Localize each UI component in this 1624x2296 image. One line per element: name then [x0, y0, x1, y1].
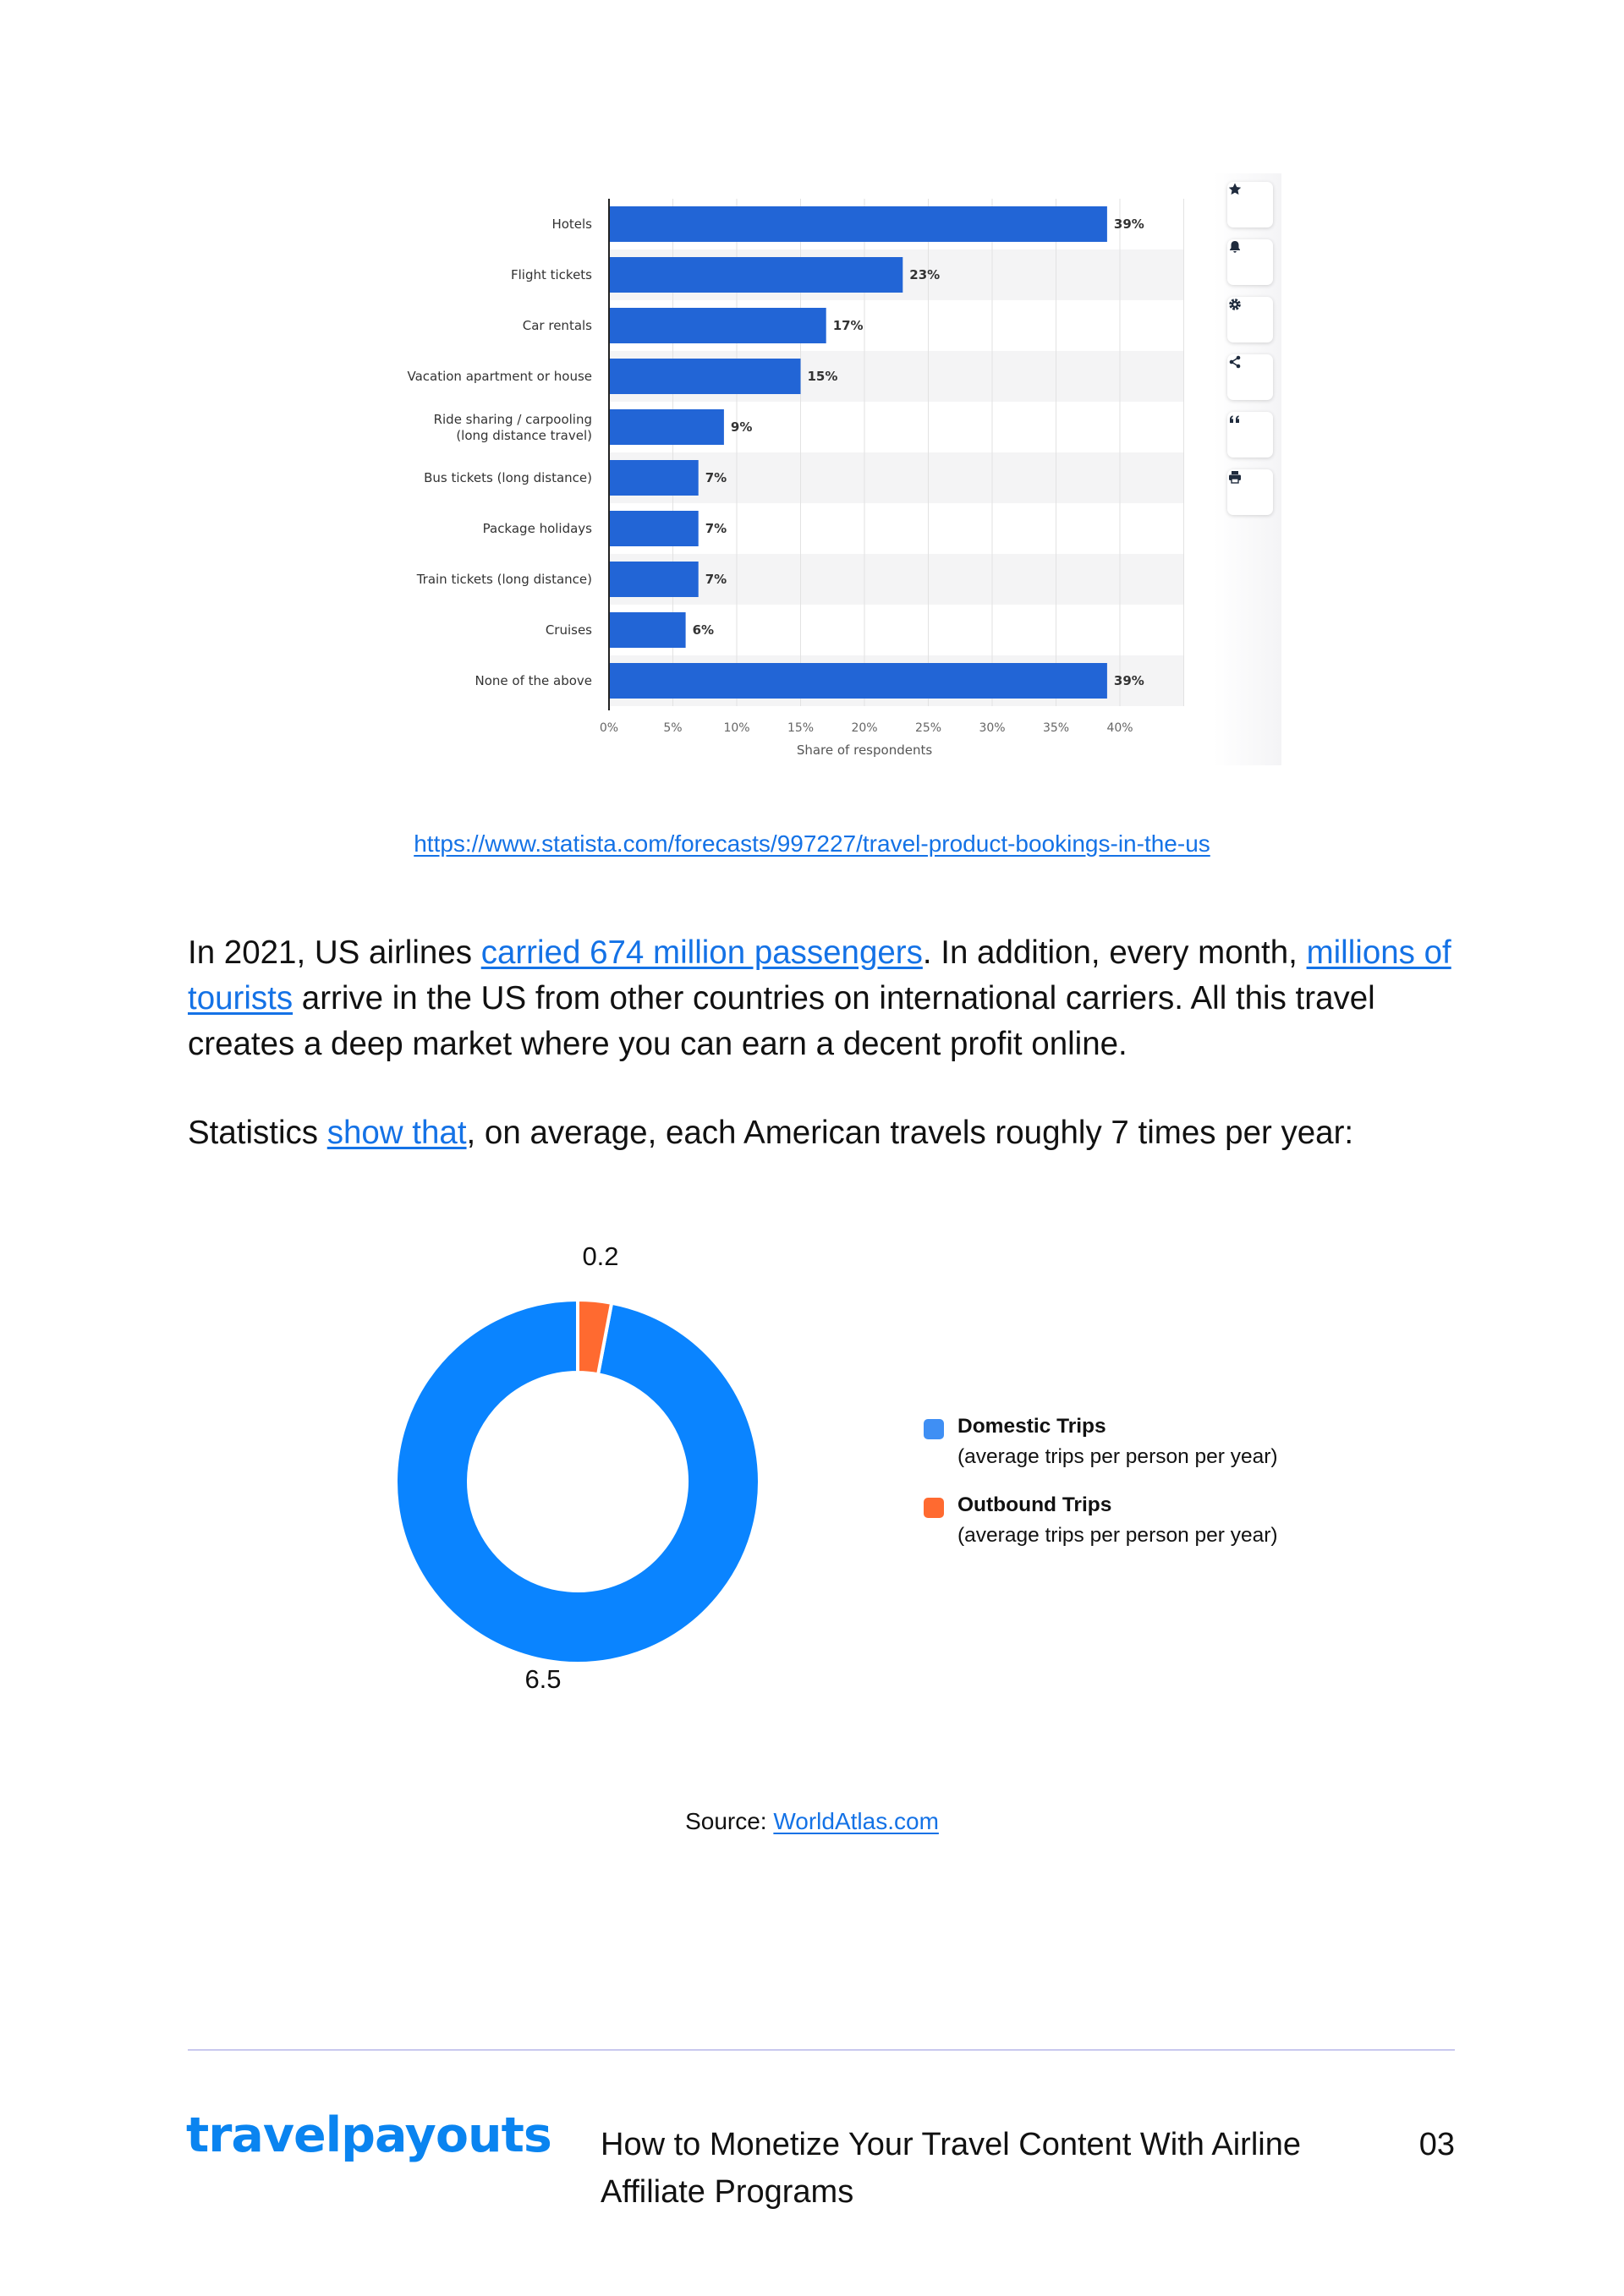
bar-value-label: 39%	[1113, 673, 1144, 688]
donut-source	[0, 1808, 1624, 1835]
x-tick-label: 30%	[979, 721, 1006, 735]
print-icon	[1227, 469, 1243, 485]
bar-value-label: 9%	[730, 419, 753, 435]
category-label: Train tickets (long distance)	[416, 572, 592, 587]
x-tick-label: 15%	[787, 721, 815, 735]
para1-text-2: . In addition, every month,	[922, 934, 1307, 971]
legend-outbound-title: Outbound Trips	[957, 1493, 1112, 1516]
domestic-value-label: 6.5	[524, 1664, 562, 1694]
bar-3	[609, 359, 801, 394]
share-button[interactable]	[1227, 354, 1273, 400]
star-icon	[1227, 182, 1243, 197]
bar-7	[609, 562, 699, 597]
category-label: Ride sharing / carpooling	[433, 412, 592, 427]
quote-icon	[1227, 412, 1243, 427]
show-that-link[interactable]: show that	[326, 1115, 467, 1151]
x-tick-label: 5%	[663, 721, 683, 735]
para1-text-1: In 2021, US airlines	[188, 934, 481, 971]
paragraph-statistics	[188, 1110, 1473, 1156]
donut-chart-area	[372, 1235, 1353, 1725]
para2-text-1: Statistics	[188, 1115, 327, 1151]
x-tick-label: 10%	[723, 721, 750, 735]
para1-text-3: arrive in the US from other countries on international carriers. All this travel creates a deep market where you can earn a decent profit online.	[188, 980, 1375, 1062]
gear-button[interactable]	[1227, 297, 1273, 342]
category-label: Car rentals	[522, 318, 592, 333]
category-label: Package holidays	[482, 521, 592, 536]
legend-outbound-subtitle: (average trips per person per year)	[957, 1524, 1278, 1547]
donut-chart	[372, 1235, 880, 1725]
x-tick-label: 25%	[914, 721, 942, 735]
bar-value-label: 39%	[1113, 216, 1144, 232]
x-tick-label: 40%	[1106, 721, 1133, 735]
passengers-link[interactable]: carried 674 million passengers	[480, 934, 923, 971]
bar-5	[609, 460, 699, 496]
category-label: None of the above	[475, 673, 592, 688]
bar-value-label: 23%	[909, 267, 941, 282]
footer-divider	[188, 2049, 1455, 2051]
bar-8	[609, 612, 686, 648]
quote-button[interactable]	[1227, 412, 1273, 458]
outbound-swatch	[924, 1498, 944, 1518]
bar-4	[609, 409, 724, 445]
bar-0	[609, 206, 1107, 242]
bell-icon	[1227, 239, 1243, 255]
bar-value-label: 7%	[705, 470, 727, 485]
paragraph-airlines	[188, 930, 1473, 1067]
legend-domestic-subtitle: (average trips per person per year)	[957, 1445, 1278, 1468]
document-title: How to Monetize Your Travel Content With Airline Affiliate Programs	[601, 2127, 1301, 2210]
bar-1	[609, 257, 903, 293]
statista-source-link[interactable]: https://www.statista.com/forecasts/997227/travel-product-bookings-in-the-us	[414, 830, 1210, 857]
travelpayouts-logo: travelpayouts	[186, 2107, 551, 2163]
tourists-link[interactable]: millions of tourists	[188, 934, 1451, 1016]
outbound-value-label: 0.2	[582, 1241, 619, 1271]
bar-chart	[364, 173, 1214, 765]
bar-value-label: 15%	[807, 369, 838, 384]
bell-button[interactable]	[1227, 239, 1273, 285]
page-number: 03	[1418, 2127, 1455, 2162]
print-button[interactable]	[1227, 469, 1273, 515]
bar-9	[609, 663, 1107, 699]
category-label: Cruises	[545, 622, 592, 638]
bar-2	[609, 308, 826, 343]
gear-icon	[1227, 297, 1243, 312]
worldatlas-link[interactable]: WorldAtlas.com	[773, 1808, 939, 1834]
source-label: Source:	[685, 1808, 774, 1834]
para2-text-2: , on average, each American travels roughly 7 times per year:	[466, 1115, 1354, 1151]
bar-value-label: 6%	[692, 622, 715, 638]
star-button[interactable]	[1227, 182, 1273, 227]
share-icon	[1227, 354, 1243, 370]
bar-value-label: 7%	[705, 521, 727, 536]
bar-chart-card	[364, 173, 1281, 765]
category-label: Vacation apartment or house	[407, 369, 592, 384]
domestic-swatch	[924, 1419, 944, 1439]
bar-value-label: 7%	[705, 572, 727, 587]
x-tick-label: 0%	[599, 721, 619, 735]
category-label: Flight tickets	[510, 267, 592, 282]
statista-source-line	[0, 830, 1624, 858]
chart-toolbar	[1214, 173, 1281, 765]
category-label: (long distance travel)	[456, 428, 592, 443]
x-tick-label: 20%	[851, 721, 878, 735]
bar-value-label: 17%	[832, 318, 864, 333]
x-axis-title: Share of respondents	[796, 743, 933, 758]
category-label: Hotels	[551, 216, 592, 232]
legend-domestic-title: Domestic Trips	[957, 1415, 1106, 1438]
bar-6	[609, 511, 699, 546]
x-tick-label: 35%	[1042, 721, 1070, 735]
category-label: Bus tickets (long distance)	[424, 470, 592, 485]
